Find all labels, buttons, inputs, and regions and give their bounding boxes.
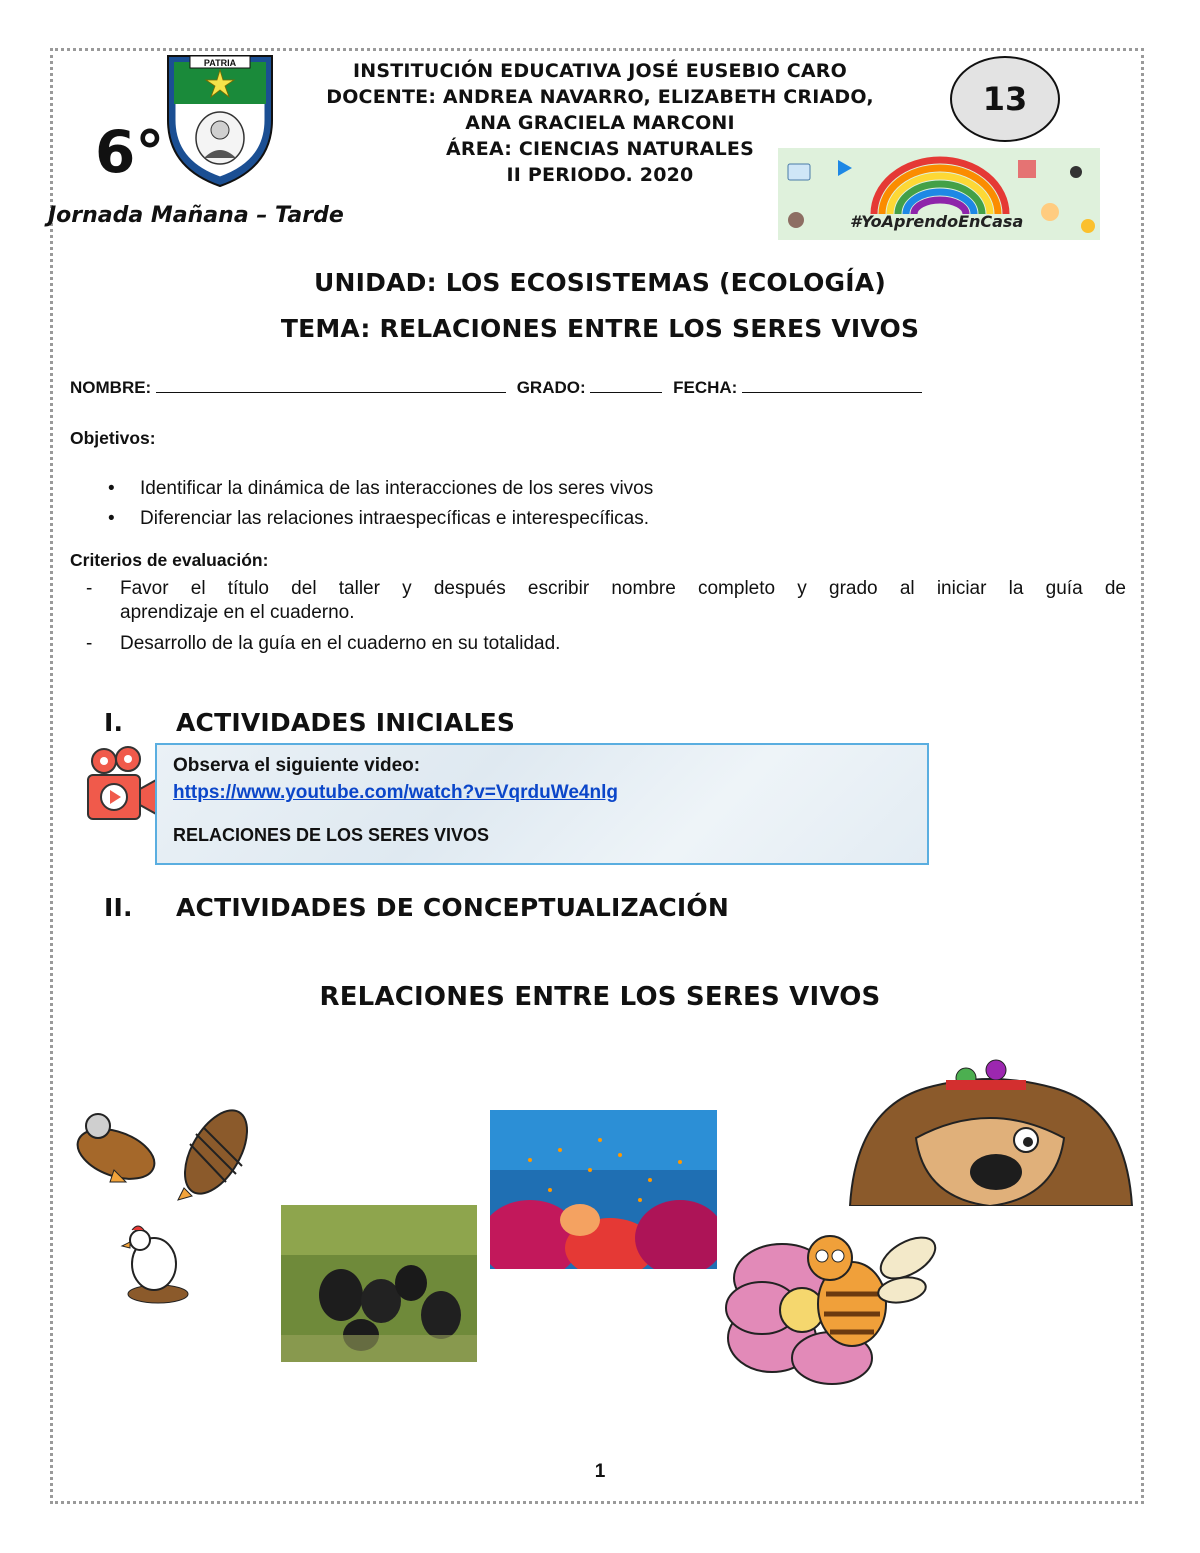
chicken-illustration (112, 1218, 192, 1308)
video-title: RELACIONES DE LOS SERES VIVOS (173, 825, 490, 845)
date-label: FECHA: (673, 378, 738, 397)
criteria-item-2-text: Desarrollo de la guía en el cuaderno en su totalidad. (120, 633, 561, 654)
section-1-title: ACTIVIDADES INICIALES (176, 708, 516, 737)
coral-reef-photo (490, 1110, 717, 1269)
svg-text:PATRIA: PATRIA (203, 58, 237, 68)
criteria-item-2 (86, 632, 1126, 656)
objectives-list (108, 474, 653, 534)
video-info-box (155, 743, 929, 865)
page-number: 1 (594, 1461, 606, 1482)
grade-label: 6° (95, 118, 165, 186)
video-camera-icon (82, 745, 162, 827)
list-item: • Diferenciar las relaciones intraespecíficas e interespecíficas. (108, 504, 653, 534)
section-1-heading (104, 708, 515, 737)
bee-on-flower-illustration (722, 1218, 942, 1386)
period-label: II PERIODO. 2020 (506, 164, 694, 186)
shift-label: Jornada Mañana – Tarde (48, 203, 344, 228)
video-link[interactable]: https://www.youtube.com/watch?v=VqrduWe4nlg (173, 782, 618, 803)
criteria-heading: Criterios de evaluación: (70, 550, 269, 570)
area-label: ÁREA: CIENCIAS NATURALES (446, 138, 754, 160)
list-item: • Identificar la dinámica de las interacciones de los seres vivos (108, 474, 653, 504)
grade-field[interactable] (590, 378, 662, 393)
teachers-line-2: ANA GRACIELA MARCONI (465, 112, 735, 134)
teachers-line-1: DOCENTE: ANDREA NAVARRO, ELIZABETH CRIADO, (326, 86, 874, 108)
hashtag-label: #YoAprendoEnCasa (850, 212, 1024, 231)
relations-title: RELACIONES ENTRE LOS SERES VIVOS (319, 982, 881, 1012)
dash-marker: - (86, 633, 93, 654)
section-1-number: I. (104, 708, 124, 737)
criteria-item-1-line-1: Favor el título del taller y después escribir nombre completo y grado al iniciar la guía de (120, 578, 1126, 599)
objectives-heading: Objetivos: (70, 428, 156, 448)
institution-name: INSTITUCIÓN EDUCATIVA JOSÉ EUSEBIO CARO (353, 60, 847, 82)
criteria-item-1-line-2: aprendizaje en el cuaderno. (120, 602, 355, 623)
name-field[interactable] (156, 378, 506, 393)
section-2-title: ACTIVIDADES DE CONCEPTUALIZACIÓN (176, 893, 730, 922)
unit-title: UNIDAD: LOS ECOSISTEMAS (ECOLOGÍA) (314, 268, 886, 297)
section-2-heading (104, 893, 729, 922)
gorillas-photo (281, 1205, 477, 1362)
page-badge: 13 (950, 56, 1060, 142)
video-prompt: Observa el siguiente video: (173, 755, 421, 776)
criteria-item-1 (86, 577, 1126, 625)
dash-marker: - (86, 578, 93, 599)
name-label: NOMBRE: (70, 378, 152, 397)
student-form-line (70, 378, 922, 398)
section-2-number: II. (104, 893, 133, 922)
date-field[interactable] (742, 378, 922, 393)
school-crest-logo (160, 50, 280, 190)
grade-field-label: GRADO: (516, 378, 586, 397)
topic-title: TEMA: RELACIONES ENTRE LOS SERES VIVOS (280, 314, 920, 343)
fighting-birds-illustration (66, 1104, 266, 1204)
yo-aprendo-banner (778, 148, 1100, 240)
dog-with-fleas-illustration (846, 1048, 1134, 1206)
